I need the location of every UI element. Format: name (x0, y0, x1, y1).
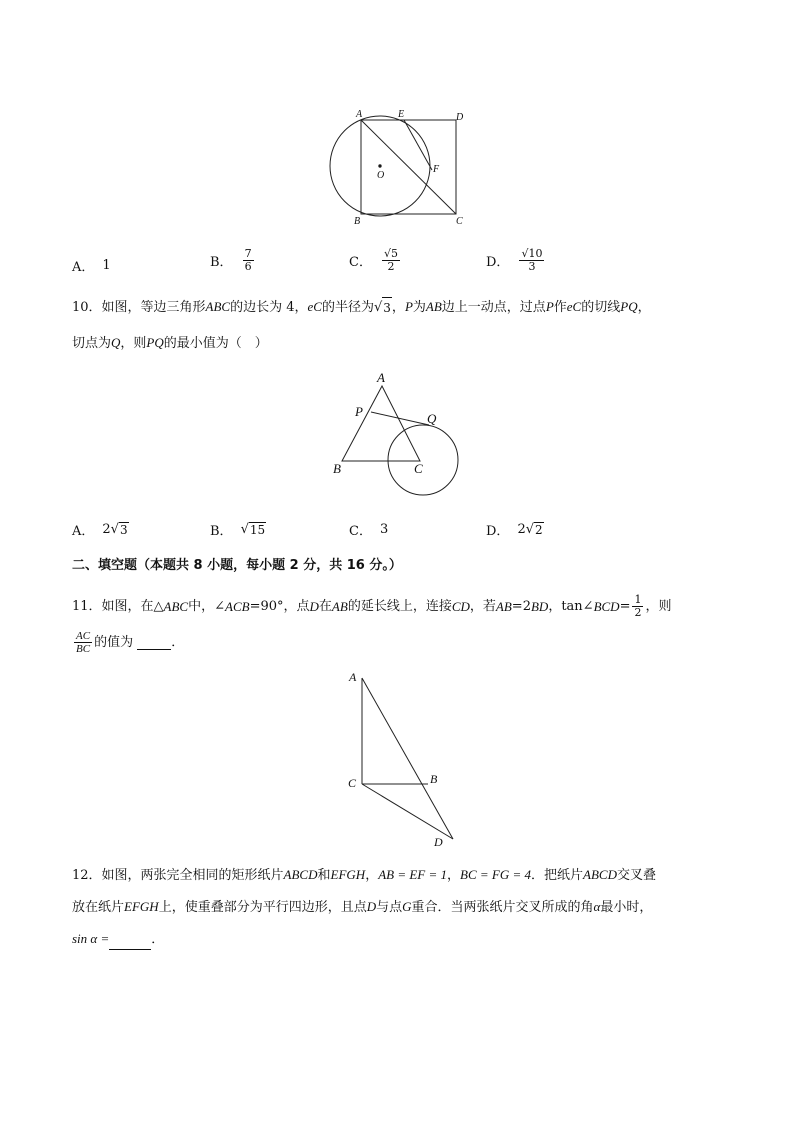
fraction: $\frac{√5}{2}$ (383, 247, 398, 273)
fraction: $\frac{√10}{3}$ (521, 247, 543, 273)
triangle-abc (342, 386, 420, 461)
q10-choice-c[interactable]: C． 3 (349, 522, 389, 539)
label-d: D (434, 835, 443, 849)
q12-line2: 放在纸片EFGH上，使重叠部分为平行四边形，且点D与点G重合．当两张纸片交叉所成的角α最小时， (72, 899, 653, 915)
choice-label: A． (72, 260, 95, 275)
section-heading: 二、填空题（本题共 8 小题，每小题 2 分，共 16 分。） (72, 558, 402, 573)
q9-choice-a[interactable] (72, 256, 111, 275)
label-p: P (355, 404, 363, 419)
q12-line1: 12．如图，两张完全相同的矩形纸片ABCD和EFGH，AB = EF = 1，BC = FG = 4．把纸片ABCD交叉叠 (72, 867, 657, 883)
q12-line3: sin α = ． (72, 929, 164, 950)
label-c: C (348, 776, 357, 790)
sqrt-3: √ 3 (374, 297, 392, 318)
label-a: A (377, 370, 385, 385)
choice-label: D． (486, 255, 510, 270)
center-dot (379, 165, 381, 167)
label-b: B (333, 461, 341, 476)
q10-line2: 切点为Q，则PQ的最小值为（ ） (72, 335, 268, 351)
circle-c (388, 425, 458, 495)
q9-choice-b[interactable] (210, 248, 256, 273)
q10-line1: 10．如图，等边三角形ABC的边长为 4，eC的半径为 √ 3 ，P为AB边上一动点，过点P作eC的切线PQ， (72, 297, 651, 318)
answer-blank[interactable] (137, 635, 171, 650)
answer-blank[interactable] (109, 935, 151, 950)
label-a: A (349, 670, 357, 684)
figure-q9-square-circle (320, 100, 480, 230)
label-f: F (433, 164, 440, 175)
q9-choice-c[interactable] (349, 248, 402, 273)
q10-choice-a[interactable]: A． 2 √ 3 (72, 522, 128, 539)
q11-line2: $\frac{AC}{BC}$ 的值为 ． (76, 630, 185, 655)
fraction-ac-bc: $\frac{AC}{BC}$ (76, 630, 91, 655)
label-e: E (398, 109, 405, 120)
segment-ac (361, 120, 456, 214)
choice-value: 1 (102, 258, 111, 273)
label-c: C (414, 461, 423, 476)
segment-ad (362, 678, 453, 839)
label-a: A (356, 109, 363, 120)
figure-q10-triangle-circle (325, 368, 470, 503)
label-q: Q (427, 411, 437, 426)
fraction-half: $\frac{1}{2}$ (634, 593, 642, 619)
q10-choice-d[interactable]: D． 2 √ 2 (486, 522, 543, 539)
label-b: B (430, 772, 438, 786)
figure-q11-triangle (340, 668, 465, 853)
q10-choice-b[interactable]: B． √ 15 (210, 522, 266, 539)
q11-line1: 11．如图，在△ ABC 中，∠ ACB =90°，点 D 在 AB 的延长线上，连接 CD ，若 AB =2 BD ，tan∠ BCD = $\frac{1}{2}$ ，则 (72, 593, 672, 619)
segment-cd (362, 784, 453, 839)
choice-label: B． (210, 255, 233, 270)
label-b: B (354, 216, 361, 227)
tangent-pq (371, 412, 429, 425)
choice-label: C． (349, 255, 372, 270)
q9-choice-d[interactable] (486, 248, 546, 273)
label-d: D (456, 112, 464, 123)
segment-ef (404, 120, 432, 170)
fraction: $\frac{7}{6}$ (244, 247, 252, 273)
label-c: C (456, 216, 463, 227)
label-o: O (377, 170, 385, 181)
